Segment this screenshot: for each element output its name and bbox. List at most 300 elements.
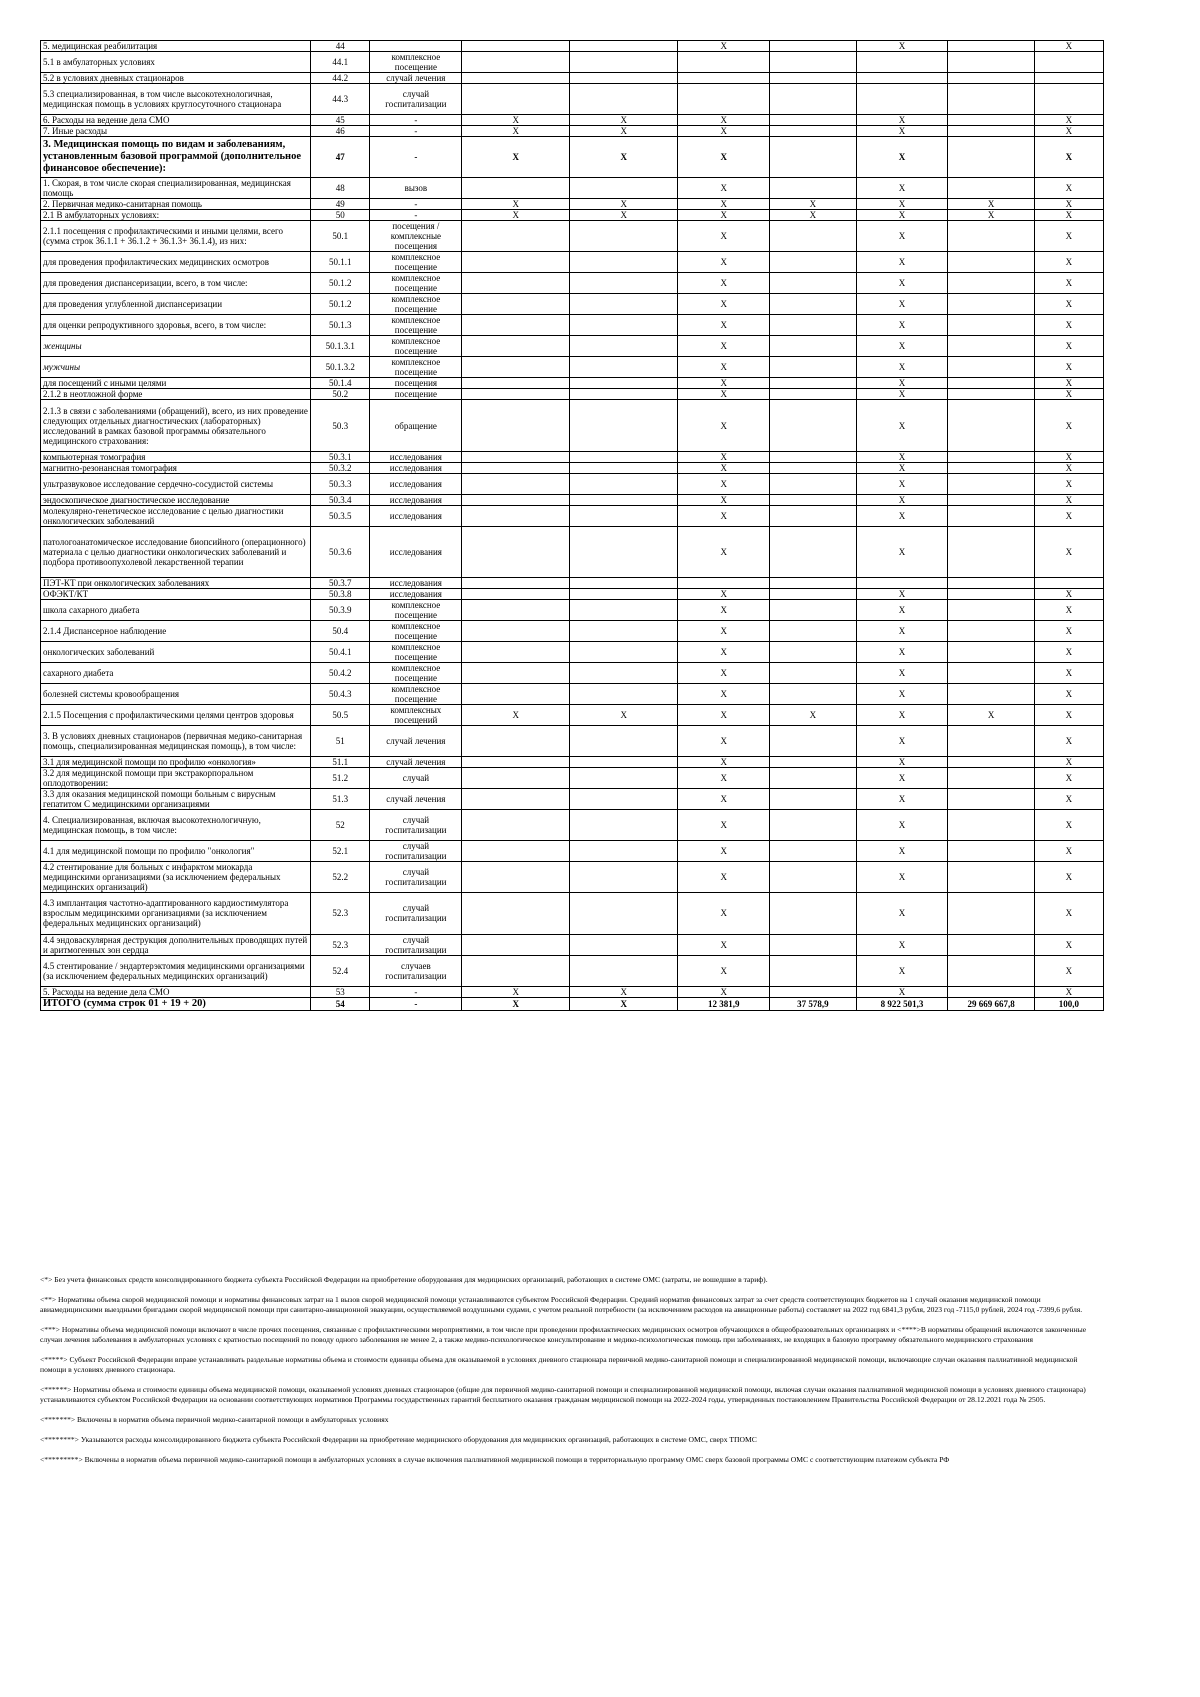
value-cell: [770, 336, 856, 357]
value-cell: X: [678, 210, 770, 221]
row-label: школа сахарного диабета: [41, 600, 311, 621]
value-cell: X: [1034, 378, 1103, 389]
table-row: [41, 526, 1104, 578]
value-cell: [570, 663, 678, 684]
table-row: [41, 294, 1104, 315]
value-cell: [770, 52, 856, 73]
value-cell: [948, 600, 1034, 621]
value-cell: [948, 84, 1034, 115]
unit-cell: -: [370, 199, 462, 210]
value-cell: [948, 663, 1034, 684]
row-number: 50.3.6: [311, 526, 370, 578]
unit-cell: комплексное посещение: [370, 336, 462, 357]
value-cell: [948, 726, 1034, 757]
table-row: [41, 589, 1104, 600]
value-cell: X: [462, 199, 570, 210]
value-cell: X: [856, 841, 948, 862]
value-cell: [948, 505, 1034, 526]
value-cell: X: [462, 210, 570, 221]
value-cell: 100,0: [1034, 997, 1103, 1010]
value-cell: X: [678, 600, 770, 621]
value-cell: [570, 789, 678, 810]
value-cell: [856, 84, 948, 115]
value-cell: X: [678, 810, 770, 841]
footnote: <******> Нормативы объема и стоимости единицы объема медицинской помощи, оказываемой условиях дневных стационаров (общие для первичной медико-санитарной помощи и специализированной медицинской помощи, включая случаи оказания паллиативной медицинской помощи в условиях дневного стационара) устанавливаются субъектом Российской Федерации на основании соответствующих нормативов Программы государственных гарантий бесплатного оказания гражданам медицинской помощи на 2022-2024 годы, утвержденных постановлением Правительства Российской Федерации от 28.12.2021 года № 2505.: [40, 1385, 1086, 1404]
table-row: [41, 114, 1104, 125]
table-row: [41, 705, 1104, 726]
unit-cell: -: [370, 986, 462, 997]
row-label: 5. Расходы на ведение дела СМО: [41, 986, 311, 997]
value-cell: [948, 357, 1034, 378]
row-number: 52.4: [311, 955, 370, 986]
value-cell: X: [678, 378, 770, 389]
value-cell: X: [1034, 955, 1103, 986]
row-label: 2.1.1 посещения с профилактическими и иными целями, всего (сумма строк 36.1.1 + 36.1.2 + 36.1.3+ 36.1.4), из них:: [41, 221, 311, 252]
value-cell: [770, 684, 856, 705]
value-cell: X: [856, 389, 948, 400]
row-number: 50.3.2: [311, 462, 370, 473]
value-cell: [770, 600, 856, 621]
unit-cell: исследования: [370, 505, 462, 526]
row-number: 50.1: [311, 221, 370, 252]
footnote: <*********> Включены в норматив объема первичной медико-санитарной помощи в амбулаторных условиях в случае включения паллиативной медицинской помощи в территориальную программу ОМС сверх базовой программы ОМС с соответствующим платежом субъекта РФ: [40, 1455, 950, 1464]
unit-cell: исследования: [370, 589, 462, 600]
value-cell: X: [770, 210, 856, 221]
row-number: 51.3: [311, 789, 370, 810]
value-cell: [948, 273, 1034, 294]
table-row: [41, 315, 1104, 336]
value-cell: X: [856, 505, 948, 526]
value-cell: X: [678, 663, 770, 684]
value-cell: [770, 84, 856, 115]
value-cell: [948, 294, 1034, 315]
value-cell: X: [1034, 663, 1103, 684]
unit-cell: посещения: [370, 378, 462, 389]
value-cell: [770, 578, 856, 589]
value-cell: [462, 642, 570, 663]
value-cell: X: [678, 41, 770, 52]
value-cell: X: [678, 125, 770, 136]
row-label: для проведения профилактических медицинских осмотров: [41, 252, 311, 273]
value-cell: [462, 494, 570, 505]
value-cell: X: [856, 473, 948, 494]
value-cell: [570, 73, 678, 84]
table-row: [41, 252, 1104, 273]
row-label: сахарного диабета: [41, 663, 311, 684]
value-cell: [570, 52, 678, 73]
value-cell: [570, 600, 678, 621]
value-cell: [948, 41, 1034, 52]
value-cell: X: [1034, 336, 1103, 357]
value-cell: [462, 505, 570, 526]
unit-cell: комплексное посещение: [370, 294, 462, 315]
row-label: 2.1 В амбулаторных условиях:: [41, 210, 311, 221]
value-cell: X: [1034, 621, 1103, 642]
value-cell: [948, 986, 1034, 997]
value-cell: X: [1034, 199, 1103, 210]
unit-cell: случай лечения: [370, 726, 462, 757]
value-cell: [770, 494, 856, 505]
row-label: 5.2 в условиях дневных стационаров: [41, 73, 311, 84]
value-cell: [948, 684, 1034, 705]
value-cell: [948, 642, 1034, 663]
value-cell: X: [856, 810, 948, 841]
value-cell: X: [856, 210, 948, 221]
row-label: патологоанатомическое исследование биопсийного (операционного) материала с целью диагностики онкологических заболеваний и подбора противоопухолевой лекарственной терапии: [41, 526, 311, 578]
value-cell: X: [678, 178, 770, 199]
value-cell: X: [678, 768, 770, 789]
value-cell: X: [856, 494, 948, 505]
value-cell: [570, 841, 678, 862]
value-cell: X: [1034, 357, 1103, 378]
table-row: [41, 41, 1104, 52]
unit-cell: -: [370, 114, 462, 125]
value-cell: X: [856, 757, 948, 768]
row-label: компьютерная томография: [41, 451, 311, 462]
value-cell: X: [570, 997, 678, 1010]
row-number: 52: [311, 810, 370, 841]
value-cell: X: [678, 357, 770, 378]
value-cell: [462, 757, 570, 768]
value-cell: [856, 578, 948, 589]
value-cell: X: [948, 210, 1034, 221]
unit-cell: случай лечения: [370, 789, 462, 810]
table-row: [41, 726, 1104, 757]
value-cell: [948, 125, 1034, 136]
value-cell: [570, 451, 678, 462]
row-label: 2.1.2 в неотложной форме: [41, 389, 311, 400]
value-cell: [770, 221, 856, 252]
table-row: [41, 336, 1104, 357]
value-cell: X: [1034, 810, 1103, 841]
value-cell: [948, 621, 1034, 642]
value-cell: X: [678, 136, 770, 177]
row-number: 44.1: [311, 52, 370, 73]
row-number: 50: [311, 210, 370, 221]
row-number: 50.1.2: [311, 273, 370, 294]
unit-cell: исследования: [370, 451, 462, 462]
value-cell: X: [856, 294, 948, 315]
row-number: 52.1: [311, 841, 370, 862]
value-cell: X: [856, 589, 948, 600]
row-label: 3.3 для оказания медицинской помощи больным с вирусным гепатитом С медицинскими организациями: [41, 789, 311, 810]
row-label: мужчины: [41, 357, 311, 378]
value-cell: [570, 642, 678, 663]
value-cell: [462, 789, 570, 810]
row-number: 45: [311, 114, 370, 125]
table-row: [41, 451, 1104, 462]
row-number: 50.3.1: [311, 451, 370, 462]
value-cell: X: [856, 462, 948, 473]
row-label: магнитно-резонансная томография: [41, 462, 311, 473]
table-row: [41, 757, 1104, 768]
table-row: [41, 357, 1104, 378]
value-cell: [770, 451, 856, 462]
value-cell: [948, 934, 1034, 955]
value-cell: X: [570, 210, 678, 221]
value-cell: X: [678, 294, 770, 315]
table-row: [41, 378, 1104, 389]
table-row: [41, 578, 1104, 589]
table-row: [41, 841, 1104, 862]
value-cell: [770, 357, 856, 378]
value-cell: X: [1034, 389, 1103, 400]
value-cell: [462, 726, 570, 757]
value-cell: [570, 178, 678, 199]
value-cell: X: [678, 473, 770, 494]
value-cell: X: [1034, 451, 1103, 462]
table-row: [41, 934, 1104, 955]
value-cell: X: [678, 642, 770, 663]
value-cell: [462, 955, 570, 986]
value-cell: X: [856, 705, 948, 726]
value-cell: [770, 41, 856, 52]
value-cell: [570, 357, 678, 378]
value-cell: X: [770, 705, 856, 726]
unit-cell: комплексное посещение: [370, 52, 462, 73]
value-cell: [948, 494, 1034, 505]
value-cell: X: [856, 315, 948, 336]
value-cell: X: [1034, 768, 1103, 789]
value-cell: [770, 663, 856, 684]
value-cell: X: [856, 862, 948, 893]
value-cell: X: [462, 705, 570, 726]
value-cell: X: [856, 114, 948, 125]
value-cell: X: [856, 178, 948, 199]
value-cell: [570, 41, 678, 52]
value-cell: X: [770, 199, 856, 210]
table-row: [41, 136, 1104, 177]
table-row: [41, 893, 1104, 934]
value-cell: [948, 114, 1034, 125]
table-row: [41, 462, 1104, 473]
value-cell: [462, 841, 570, 862]
row-label: 4.2 стентирование для больных с инфарктом миокарда медицинскими организациями (за исключением федеральных медицинских организаций): [41, 862, 311, 893]
row-label: 5. медицинская реабилитация: [41, 41, 311, 52]
value-cell: X: [1034, 726, 1103, 757]
unit-cell: комплексных посещений: [370, 705, 462, 726]
table-row: [41, 389, 1104, 400]
value-cell: [462, 893, 570, 934]
value-cell: [770, 893, 856, 934]
value-cell: [462, 862, 570, 893]
value-cell: [570, 494, 678, 505]
value-cell: X: [1034, 221, 1103, 252]
row-label: 4.4 эндоваскулярная деструкция дополнительных проводящих путей и аритмогенных зон сердца: [41, 934, 311, 955]
value-cell: [948, 389, 1034, 400]
value-cell: [770, 526, 856, 578]
data-table: [40, 40, 1104, 1011]
footnote: <*******> Включены в норматив объема первичной медико-санитарной помощи в амбулаторных условиях: [40, 1415, 389, 1424]
value-cell: [570, 578, 678, 589]
value-cell: [462, 294, 570, 315]
value-cell: [948, 589, 1034, 600]
value-cell: X: [678, 252, 770, 273]
value-cell: [770, 862, 856, 893]
row-number: 50.2: [311, 389, 370, 400]
value-cell: [770, 986, 856, 997]
unit-cell: случай госпитализации: [370, 934, 462, 955]
table-row: [41, 862, 1104, 893]
value-cell: [462, 178, 570, 199]
value-cell: [948, 462, 1034, 473]
footnote: <*****> Субъект Российской Федерации вправе устанавливать раздельные нормативы объема и стоимости единицы объема для оказываемой в условиях дневного стационара первичной медико-санитарной помощи и специализированной медицинской помощи, включающие случаи оказания паллиативной медицинской помощи в условиях дневного стационара.: [40, 1355, 1078, 1374]
footnote: <*> Без учета финансовых средств консолидированного бюджета субъекта Российской Федерации на приобретение оборудования для медицинских организаций, работающих в системе ОМС (затраты, не вошедшие в тариф).: [40, 1275, 768, 1284]
value-cell: X: [678, 589, 770, 600]
value-cell: [678, 84, 770, 115]
value-cell: [462, 273, 570, 294]
value-cell: [570, 955, 678, 986]
value-cell: X: [570, 114, 678, 125]
unit-cell: случай лечения: [370, 73, 462, 84]
value-cell: [770, 252, 856, 273]
value-cell: [770, 178, 856, 199]
value-cell: X: [856, 451, 948, 462]
row-number: 50.1.2: [311, 294, 370, 315]
value-cell: [1034, 52, 1103, 73]
value-cell: X: [678, 726, 770, 757]
value-cell: [770, 136, 856, 177]
row-number: 50.4.1: [311, 642, 370, 663]
row-number: 52.3: [311, 934, 370, 955]
value-cell: X: [678, 893, 770, 934]
table-row: [41, 199, 1104, 210]
value-cell: X: [856, 125, 948, 136]
value-cell: [570, 84, 678, 115]
value-cell: X: [1034, 210, 1103, 221]
unit-cell: посещение: [370, 389, 462, 400]
row-number: 50.3.4: [311, 494, 370, 505]
value-cell: [948, 473, 1034, 494]
value-cell: X: [678, 451, 770, 462]
row-label: 3.2 для медицинской помощи при экстракорпоральном оплодотворении:: [41, 768, 311, 789]
value-cell: X: [1034, 757, 1103, 768]
row-label: ОФЭКТ/КТ: [41, 589, 311, 600]
value-cell: [948, 810, 1034, 841]
unit-cell: случай госпитализации: [370, 862, 462, 893]
row-number: 50.4.3: [311, 684, 370, 705]
value-cell: [770, 810, 856, 841]
unit-cell: -: [370, 125, 462, 136]
row-number: 50.1.3.1: [311, 336, 370, 357]
value-cell: X: [678, 494, 770, 505]
table-row: [41, 663, 1104, 684]
unit-cell: случай лечения: [370, 757, 462, 768]
table-row: [41, 505, 1104, 526]
value-cell: [948, 378, 1034, 389]
value-cell: [770, 378, 856, 389]
value-cell: X: [1034, 114, 1103, 125]
value-cell: X: [856, 768, 948, 789]
unit-cell: обращение: [370, 400, 462, 452]
value-cell: [948, 252, 1034, 273]
value-cell: X: [1034, 294, 1103, 315]
unit-cell: комплексное посещение: [370, 621, 462, 642]
row-label: 3.1 для медицинской помощи по профилю «онкология»: [41, 757, 311, 768]
value-cell: [770, 789, 856, 810]
row-label: 4.3 имплантация частотно-адаптированного кардиостимулятора взрослым медицинскими организациями (за исключением федеральных медицинских организаций): [41, 893, 311, 934]
row-label: ультразвуковое исследование сердечно-сосудистой системы: [41, 473, 311, 494]
value-cell: [462, 451, 570, 462]
value-cell: [856, 73, 948, 84]
value-cell: [948, 862, 1034, 893]
table-row: [41, 52, 1104, 73]
footnote: <***> Нормативы объема медицинской помощи включают в числе прочих посещения, связанные с профилактическими мероприятиями, в том числе при проведении профилактических медицинских осмотров обучающихся в общеобразовательных организациях и <****>В нормативы обращений включаются законченные случаи лечения заболевания в амбулаторных условиях с кратностью посещений по поводу одного заболевания не менее 2, а также медико-психологическое консультирование и медико-психологическая помощь при заболеваниях, не входящих в базовую программу обязательного медицинского страхования: [40, 1325, 1087, 1344]
value-cell: [948, 336, 1034, 357]
value-cell: [770, 273, 856, 294]
value-cell: X: [856, 357, 948, 378]
value-cell: X: [570, 986, 678, 997]
table-row: [41, 473, 1104, 494]
value-cell: X: [856, 526, 948, 578]
table-row: [41, 621, 1104, 642]
value-cell: [462, 462, 570, 473]
value-cell: X: [462, 986, 570, 997]
value-cell: X: [462, 136, 570, 177]
value-cell: X: [1034, 473, 1103, 494]
row-number: 49: [311, 199, 370, 210]
value-cell: [948, 578, 1034, 589]
value-cell: [462, 52, 570, 73]
value-cell: X: [1034, 400, 1103, 452]
unit-cell: исследования: [370, 494, 462, 505]
value-cell: X: [678, 462, 770, 473]
table-row: [41, 494, 1104, 505]
value-cell: [1034, 578, 1103, 589]
value-cell: X: [678, 315, 770, 336]
value-cell: [770, 768, 856, 789]
value-cell: [770, 73, 856, 84]
value-cell: [462, 378, 570, 389]
value-cell: X: [1034, 589, 1103, 600]
row-number: 50.3.9: [311, 600, 370, 621]
value-cell: X: [678, 757, 770, 768]
value-cell: [570, 505, 678, 526]
value-cell: 12 381,9: [678, 997, 770, 1010]
value-cell: X: [678, 389, 770, 400]
footnotes: [40, 1275, 1104, 1475]
value-cell: X: [856, 378, 948, 389]
value-cell: [462, 621, 570, 642]
row-number: 44: [311, 41, 370, 52]
row-label: 4.5 стентирование / эндартерэктомия медицинскими организациями (за исключением федеральных медицинских организаций): [41, 955, 311, 986]
value-cell: [570, 621, 678, 642]
value-cell: [770, 726, 856, 757]
value-cell: [570, 473, 678, 494]
row-number: 51: [311, 726, 370, 757]
row-number: 50.4.2: [311, 663, 370, 684]
value-cell: [462, 663, 570, 684]
value-cell: X: [678, 955, 770, 986]
value-cell: [948, 955, 1034, 986]
unit-cell: исследования: [370, 462, 462, 473]
unit-cell: случай госпитализации: [370, 841, 462, 862]
value-cell: X: [678, 684, 770, 705]
value-cell: [462, 73, 570, 84]
row-label: онкологических заболеваний: [41, 642, 311, 663]
value-cell: X: [856, 893, 948, 934]
unit-cell: комплексное посещение: [370, 357, 462, 378]
table-row: [41, 810, 1104, 841]
table-row: [41, 73, 1104, 84]
value-cell: X: [570, 199, 678, 210]
value-cell: X: [570, 705, 678, 726]
value-cell: X: [462, 997, 570, 1010]
value-cell: X: [570, 136, 678, 177]
value-cell: X: [570, 125, 678, 136]
value-cell: X: [856, 199, 948, 210]
unit-cell: [370, 41, 462, 52]
